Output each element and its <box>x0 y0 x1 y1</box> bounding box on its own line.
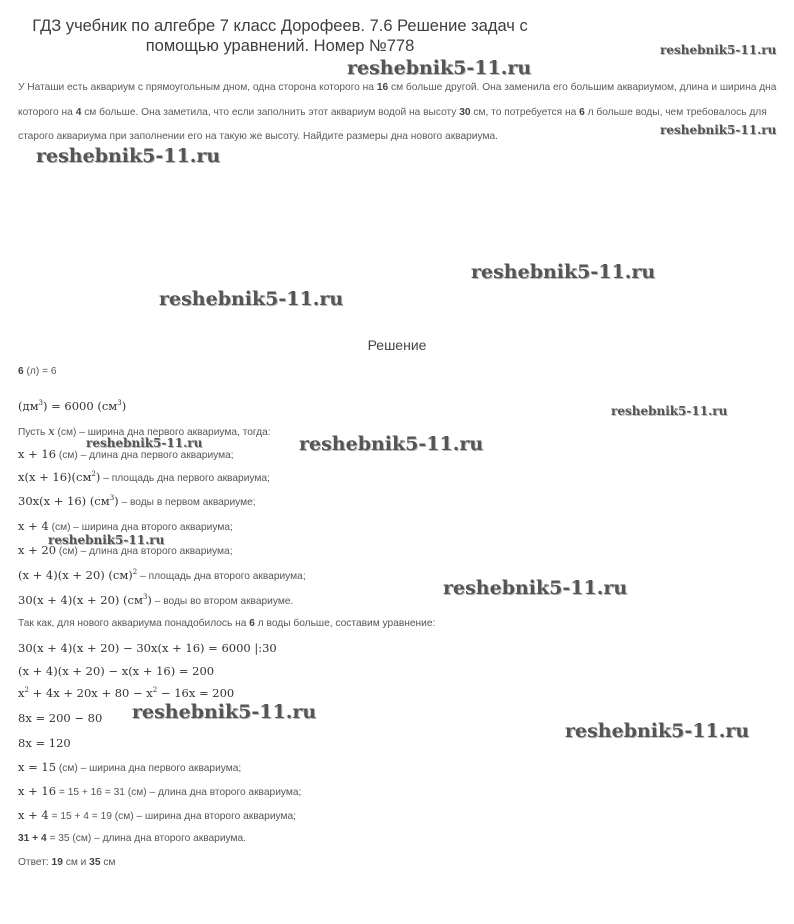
page-title: ГДЗ учебник по алгебре 7 класс Дорофеев. 7.6 Решение задач с помощью уравнений. Номер №778 <box>32 17 528 55</box>
solution-line-6: 30x(x + 16) $(см^3)$ – воды в первом аквариуме; <box>18 494 256 508</box>
solution-line-10: 30(x + 4)(x + 20) $(см^3)$ – воды во втором аквариуме. <box>18 593 294 607</box>
solution-line-20: 31 + 4 = 35 (см) – длина дна второго аквариума. <box>18 833 247 844</box>
watermark: reshebnik5-11.ru <box>159 288 344 310</box>
solution-line-1: 6 (л) = 6 <box>18 366 57 377</box>
watermark: reshebnik5-11.ru <box>611 404 728 418</box>
equation-2: (x + 4)(x + 20) − x(x + 16) = 200 <box>18 664 215 678</box>
equation-4: 8x = 200 − 80 <box>18 711 103 725</box>
equation-1: 30(x + 4)(x + 20) − 30x(x + 16) = 6000 |:30 <box>18 641 277 655</box>
watermark: reshebnik5-11.ru <box>48 533 165 547</box>
solution-line-9: (x + 4)(x + 20) (см)$^2$ – площадь дна второго аквариума; <box>18 568 306 582</box>
watermark: reshebnik5-11.ru <box>299 433 484 455</box>
watermark: reshebnik5-11.ru <box>660 123 777 137</box>
solution-line-18: x + 16 = 15 + 16 = 31 (см) – длина дна второго аквариума; <box>18 784 302 798</box>
watermark: reshebnik5-11.ru <box>471 261 656 283</box>
watermark: reshebnik5-11.ru <box>347 57 532 79</box>
solution-line-17: x = 15 (см) – ширина дна первого аквариума; <box>18 760 242 774</box>
solution-line-2: $(дм^3) = 6000$ $(см^3)$ <box>18 399 127 413</box>
answer-line: Ответ: 19 см и 35 см <box>18 857 116 868</box>
solution-line-5: $x(x + 16)(см^2)$ – площадь дна первого аквариума; <box>18 470 270 484</box>
problem-text: У Наташи есть аквариум с прямоугольным дном, одна сторона которого на 16 см больше другой. Она заменила его большим аквариумом, длина и ширина дна которого на 4 см больше. Она заметила, что если заполнить этот аквариум водой на высоту 30 см, то потребуется на 6 л больше воды, чем требовалось для старого аквариума при заполнении его на такую же высоту. Найдите размеры дна нового аквариума. <box>18 82 777 142</box>
equation-5: 8x = 120 <box>18 736 71 750</box>
watermark: reshebnik5-11.ru <box>36 145 221 167</box>
solution-line-3: Пусть x (см) – ширина дна первого аквариума, тогда: <box>18 424 271 438</box>
solution-line-19: x + 4 = 15 + 4 = 19 (см) – ширина дна второго аквариума; <box>18 808 297 822</box>
watermark: reshebnik5-11.ru <box>660 43 777 57</box>
watermark: reshebnik5-11.ru <box>565 720 750 742</box>
watermark: reshebnik5-11.ru <box>86 436 203 450</box>
solution-line-7: x + 4 (см) – ширина дна второго аквариума; <box>18 519 233 533</box>
solution-line-4: x + 16 (см) – длина дна первого аквариума; <box>18 447 234 461</box>
solution-line-8: x + 20 (см) – длина дна второго аквариума; <box>18 543 233 557</box>
watermark: reshebnik5-11.ru <box>132 701 317 723</box>
solution-line-11: Так как, для нового аквариума понадобилось на 6 л воды больше, составим уравнение: <box>18 618 436 629</box>
watermark: reshebnik5-11.ru <box>443 577 628 599</box>
solution-heading: Решение <box>367 337 427 353</box>
equation-3: $x^2 + 4x + 20x + 80 - x^2 - 16x = 200$ <box>18 686 235 700</box>
